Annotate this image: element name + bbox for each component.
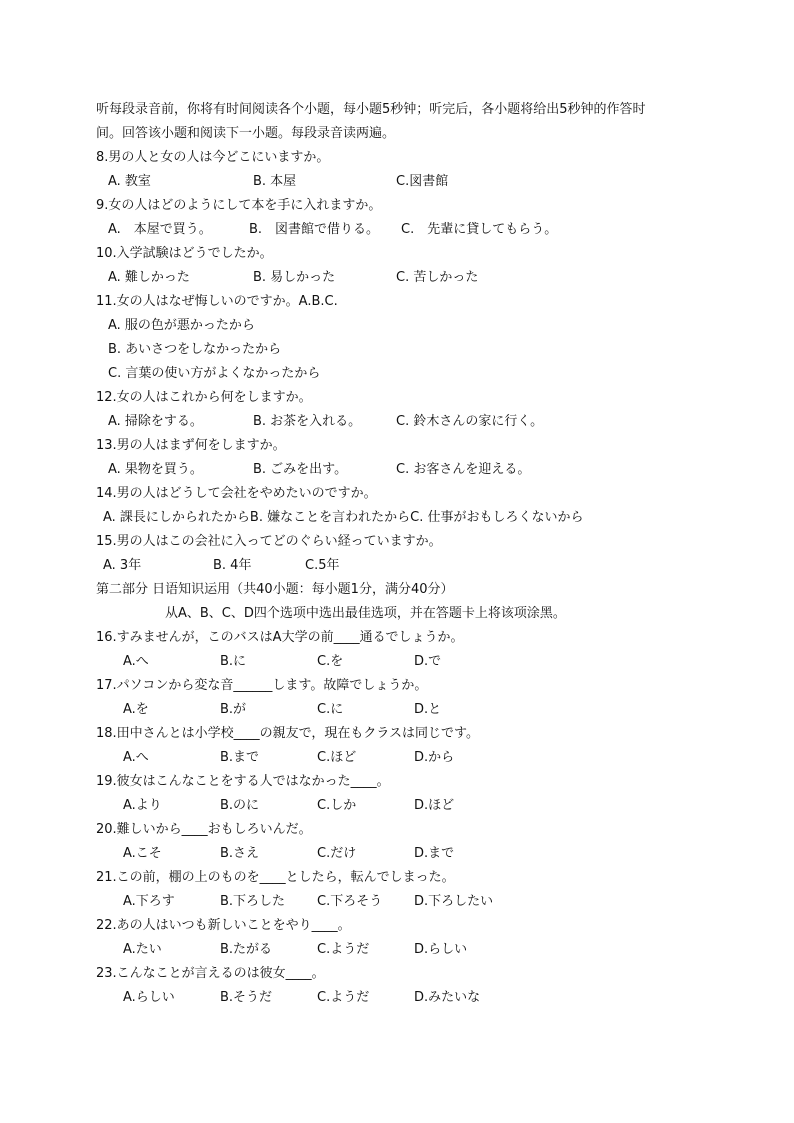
question-20-option-d: D.まで xyxy=(414,846,455,861)
question-22-option-d: D.らしい xyxy=(414,942,468,957)
question-21-option-a: A.下ろす xyxy=(123,894,175,909)
question-19-option-d: D.ほど xyxy=(414,798,455,813)
question-18-option-b: B.まで xyxy=(220,750,260,765)
intro-line-2: 间。回答该小题和阅读下一小题。每段录音读两遍。 xyxy=(96,126,396,141)
question-16-option-a: A.へ xyxy=(123,654,149,669)
question-18-option-a: A.へ xyxy=(123,750,149,765)
question-21-option-c: C.下ろそう xyxy=(317,894,383,909)
question-23-option-b: B.そうだ xyxy=(220,990,273,1005)
question-16-option-b: B.に xyxy=(220,654,247,669)
question-17-option-b: B.が xyxy=(220,702,247,717)
question-22-option-b: B.たがる xyxy=(220,942,273,957)
question-10-option-a: A. 難しかった xyxy=(108,270,190,285)
question-15-option-b: B. 4年 xyxy=(213,558,252,573)
question-16-stem: 16.すみませんが，このバスはA大学の前____通るでしょうか。 xyxy=(96,630,464,645)
question-9-stem: 9.女の人はどのようにして本を手に入れますか。 xyxy=(96,198,382,213)
question-12-stem: 12.女の人はこれから何をしますか。 xyxy=(96,390,312,405)
question-14-options: A. 課長にしかられたからB. 嫌なことを言われたからC. 仕事がおもしろくないから xyxy=(103,510,584,525)
question-12-option-a: A. 掃除をする。 xyxy=(108,414,203,429)
question-22-stem: 22.あの人はいつも新しいことをやり____。 xyxy=(96,918,351,933)
question-23-option-c: C.ようだ xyxy=(317,990,370,1005)
question-12-option-c: C. 鈴木さんの家に行く。 xyxy=(396,414,544,429)
question-20-option-c: C.だけ xyxy=(317,846,357,861)
question-10-option-c: C. 苦しかった xyxy=(396,270,479,285)
question-23-option-a: A.らしい xyxy=(123,990,175,1005)
question-19-option-b: B.のに xyxy=(220,798,260,813)
question-8-option-b: B. 本屋 xyxy=(253,174,297,189)
question-13-option-a: A. 果物を買う。 xyxy=(108,462,203,477)
question-9-option-a: A. 本屋で買う。 xyxy=(108,222,212,237)
question-23-option-d: D.みたいな xyxy=(414,990,481,1005)
question-22-option-c: C.ようだ xyxy=(317,942,370,957)
question-15-option-a: A. 3年 xyxy=(103,558,142,573)
question-11-option-a: A. 服の色が悪かったから xyxy=(108,318,255,333)
question-20-option-a: A.こそ xyxy=(123,846,162,861)
question-19-stem: 19.彼女はこんなことをする人ではなかった____。 xyxy=(96,774,390,789)
question-19-option-a: A.より xyxy=(123,798,162,813)
question-16-option-d: D.で xyxy=(414,654,442,669)
question-13-option-b: B. ごみを出す。 xyxy=(253,462,348,477)
question-11-stem: 11.女の人はなぜ悔しいのですか。A.B.C. xyxy=(96,294,338,309)
question-21-stem: 21.この前，棚の上のものを____としたら，転んでしまった。 xyxy=(96,870,455,885)
question-19-option-c: C.しか xyxy=(317,798,357,813)
section-2-instruction: 从A、B、C、D四个选项中选出最佳选项，并在答题卡上将该项涂黑。 xyxy=(165,606,566,621)
question-12-option-b: B. お茶を入れる。 xyxy=(253,414,362,429)
question-8-option-a: A. 教室 xyxy=(108,174,151,189)
question-17-option-a: A.を xyxy=(123,702,149,717)
question-23-stem: 23.こんなことが言えるのは彼女____。 xyxy=(96,966,325,981)
question-11-option-c: C. 言葉の使い方がよくなかったから xyxy=(108,366,321,381)
question-20-option-b: B.さえ xyxy=(220,846,260,861)
question-9-option-c: C. 先輩に貸してもらう。 xyxy=(401,222,558,237)
question-15-option-c: C.5年 xyxy=(305,558,340,573)
question-17-option-c: C.に xyxy=(317,702,344,717)
question-10-option-b: B. 易しかった xyxy=(253,270,336,285)
question-18-stem: 18.田中さんとは小学校____の親友で，現在もクラスは同じです。 xyxy=(96,726,479,741)
question-20-stem: 20.難しいから____おもしろいんだ。 xyxy=(96,822,312,837)
question-17-option-d: D.と xyxy=(414,702,442,717)
question-14-stem: 14.男の人はどうして会社をやめたいのですか。 xyxy=(96,486,377,501)
question-13-option-c: C. お客さんを迎える。 xyxy=(396,462,531,477)
question-21-option-b: B.下ろした xyxy=(220,894,286,909)
question-9-option-b: B. 図書館で借りる。 xyxy=(249,222,380,237)
question-18-option-d: D.から xyxy=(414,750,455,765)
question-21-option-d: D.下ろしたい xyxy=(414,894,494,909)
question-22-option-a: A.たい xyxy=(123,942,162,957)
question-8-option-c: C.図書館 xyxy=(396,174,449,189)
question-11-option-b: B. あいさつをしなかったから xyxy=(108,342,282,357)
intro-line-1: 听每段录音前，你将有时间阅读各个小题，每小题5秒钟；听完后，各小题将给出5秒钟的作答时 xyxy=(96,102,646,117)
question-8-stem: 8.男の人と女の人は今どこにいますか。 xyxy=(96,150,330,165)
question-16-option-c: C.を xyxy=(317,654,344,669)
section-2-title: 第二部分 日语知识运用（共40小题：每小题1分，满分40分） xyxy=(96,582,454,597)
question-13-stem: 13.男の人はまず何をしますか。 xyxy=(96,438,286,453)
question-18-option-c: C.ほど xyxy=(317,750,357,765)
question-17-stem: 17.パソコンから変な音______します。故障でしょうか。 xyxy=(96,678,428,693)
question-10-stem: 10.入学試験はどうでしたか。 xyxy=(96,246,273,261)
question-15-stem: 15.男の人はこの会社に入ってどのぐらい経っていますか。 xyxy=(96,534,442,549)
